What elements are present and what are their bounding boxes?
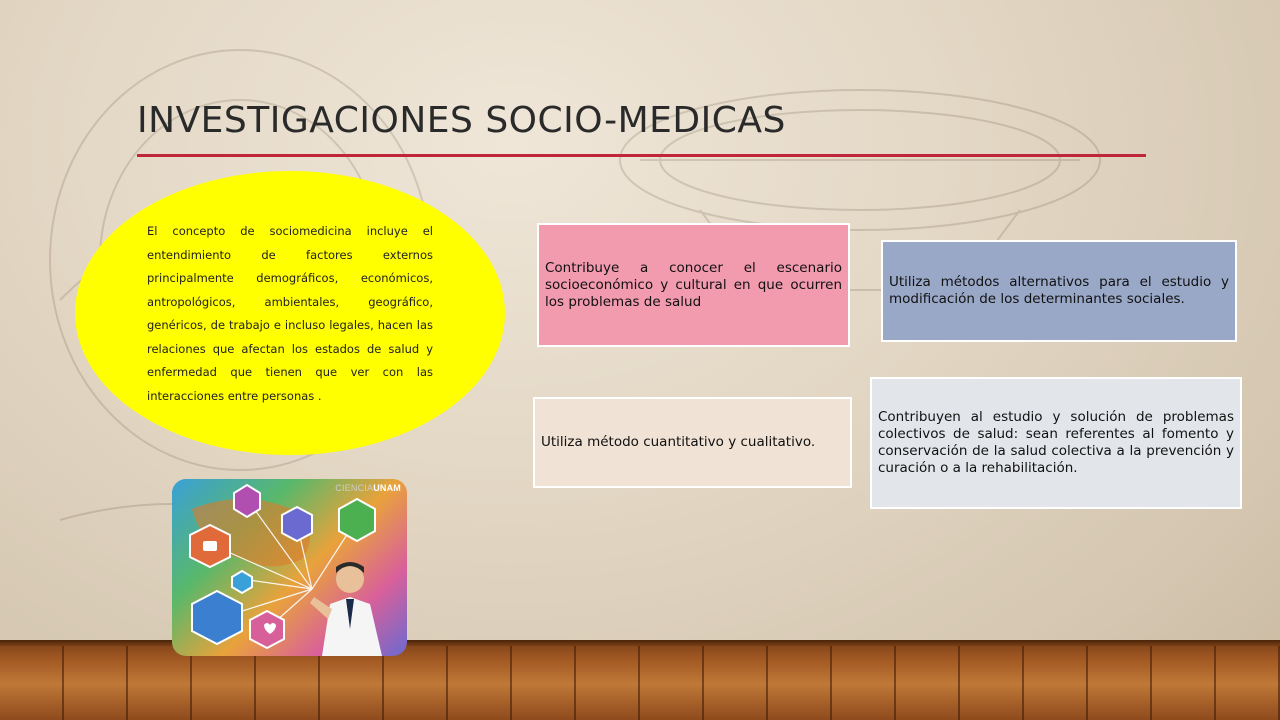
hexagon-icon (282, 507, 312, 541)
illustration-watermark: CIENCIAUNAM (335, 483, 401, 493)
scenario-box (537, 223, 850, 347)
quantitative-text: Utiliza método cuantitativo y cualitativo. (541, 434, 816, 450)
methods-box (881, 240, 1237, 342)
concept-text: El concepto de sociomedicina incluye el entendimiento de factores externos principalmente demográficos, económicos, antropológicos, ambientales, geográfico, genéricos, de trabajo e incluso legales, hacen las relaciones que afectan los estados de salud y enfermedad que tienen que ver con las interacciones entre personas . (147, 224, 433, 403)
hexagon-icon (339, 499, 375, 541)
slide-title: INVESTIGACIONES SOCIO-MEDICAS (137, 100, 786, 141)
collective-box (870, 377, 1242, 509)
hexagon-icon (234, 485, 260, 517)
illustration-graphic (172, 479, 407, 656)
methods-text: Utiliza métodos alternativos para el estudio y modificación de los determinantes sociales. (889, 274, 1229, 307)
quantitative-box (533, 397, 852, 488)
hexagon-icon (232, 571, 252, 593)
sociomedicine-illustration (172, 479, 407, 656)
title-underline (137, 154, 1146, 157)
collective-text: Contribuyen al estudio y solución de problemas colectivos de salud: sean referentes al fomento y conservación de la salud colectiva a la prevención y curación o a la rehabilitación. (878, 409, 1234, 476)
elderly-icon (192, 591, 242, 644)
scenario-text: Contribuye a conocer el escenario socioeconómico y cultural en que ocurren los problemas de salud (545, 259, 842, 310)
